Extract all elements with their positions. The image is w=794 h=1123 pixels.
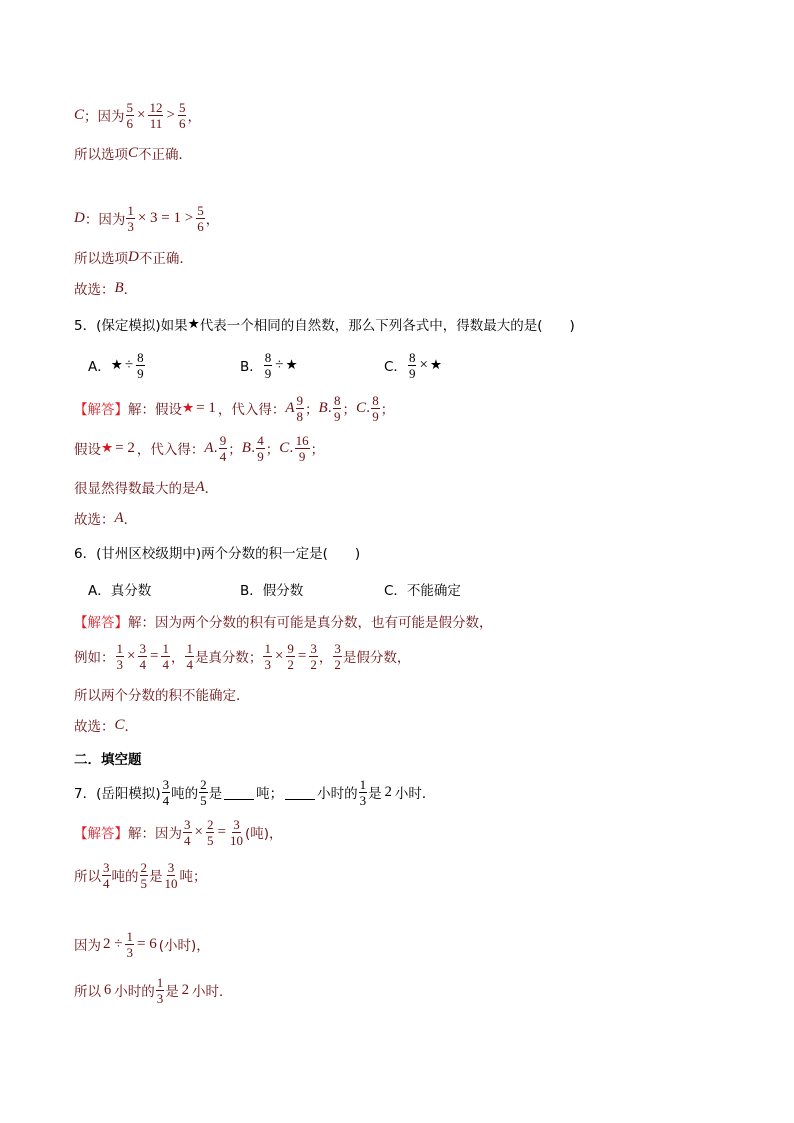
q4-answer: 故选： B ． [74,279,138,298]
q5-option-a: A． ★ ÷ $\frac{8}{9}$ [88,349,144,381]
star-icon: ★ [182,400,195,416]
fraction: $\frac{8}{9}$ [408,349,416,381]
q6-options [88,574,488,604]
q6-question: 6．(甘州区校级期中)两个分数的积一定是( ) [74,546,361,562]
q5-solution-3: 很显然得数最大的是 A ． [74,478,219,497]
star-icon: ★ [101,440,114,456]
fraction: $\frac{5}{6}$ [197,202,204,234]
fraction: $\frac{1}{3}$ [127,202,134,234]
fraction: $\frac{12}{11}$ [149,99,163,131]
q5-solution-2: 假设 ★ = 2 ，代入得： A . $\frac{9}{4}$ ； B . $\frac{4}{9}$ ； C . $\frac{16}{9}$ ； [74,432,325,464]
q6-answer: 故选： C ． [74,716,139,735]
option-d-conclusion: 所以选项 D 不正确． [74,248,193,267]
q7-solution-1: 【解答】 解：因为 $\frac{3}{4}$ × $\frac{2}{5}$ = $\frac{3}{10}$ (吨)， [74,816,283,848]
star-icon: ★ [110,357,123,373]
q7-question: 7．(岳阳模拟) $\frac{3}{4}$ 吨的 $\frac{2}{5}$ 是 吨； 小时的 $\frac{1}{3}$ 是 2 小时． [74,776,436,808]
q6-option-c: C．不能确定 [384,583,461,599]
q5-option-c: C． $\frac{8}{9}$ × ★ [384,349,443,381]
q5-question: 5．(保定模拟)如果 ★ 代表一个相同的自然数，那么下列各式中，得数最大的是( ) [74,316,575,334]
fraction: $\frac{5}{6}$ [126,99,134,131]
option-c-conclusion: 所以选项 C 不正确． [74,144,193,163]
option-d-check-line: D ：因为 $\frac{1}{3}$ × 3 = 1 > $\frac{5}{6}$ ， [74,202,220,234]
q7-solution-3: 因为 2 ÷ $\frac{1}{3}$ = 6 (小时)， [74,928,210,960]
q5-options [88,350,488,380]
q7-solution-2: 所以 $\frac{3}{4}$ 吨的 $\frac{2}{5}$ 是 $\frac{3}{10}$ 吨； [74,859,207,891]
fraction: $\frac{5}{6}$ [178,99,186,131]
star-icon: ★ [429,357,443,373]
fraction: $\frac{8}{9}$ [264,349,272,381]
option-c-check-line: C ；因为 $\frac{5}{6}$ × $\frac{12}{11}$ > $\frac{5}{6}$ ， [74,99,201,131]
q7-solution-4: 所以 6 小时的 $\frac{1}{3}$ 是 2 小时． [74,974,233,1006]
answer-blank [285,785,315,800]
q6-option-a: A．真分数 [88,583,152,599]
star-icon: ★ [187,316,200,332]
solution-tag: 【解答】 [74,615,128,631]
q6-solution-2: 例如： $\frac{1}{3}$ × $\frac{3}{4}$ = $\frac{1}{4}$ ， $\frac{1}{4}$ 是真分数； $\frac{1}{3}$ × $\frac{9}{2}$ = $\frac{3}{2}$ ， $\frac{3}{2}$ 是假分数， [74,640,411,672]
section-title: 二．填空题 [74,752,142,768]
q6-solution-3: 所以两个分数的积不能确定． [74,688,250,704]
q5-option-b: B． $\frac{8}{9}$ ÷ ★ [240,349,298,381]
q5-answer: 故选： A ． [74,509,138,528]
q5-solution-1: 【解答】 解：假设 ★ = 1 ，代入得： A $\frac{9}{8}$ ； B . $\frac{8}{9}$ ； C . $\frac{8}{9}$ ； [74,392,395,424]
fraction: $\frac{8}{9}$ [137,349,144,381]
q6-solution-1: 【解答】 解：因为两个分数的积有可能是真分数，也有可能是假分数， [74,606,493,636]
star-icon: ★ [285,357,298,373]
answer-blank [224,785,254,800]
solution-tag: 【解答】 [74,402,128,418]
q6-option-b: B．假分数 [240,583,304,599]
solution-tag: 【解答】 [74,826,128,842]
